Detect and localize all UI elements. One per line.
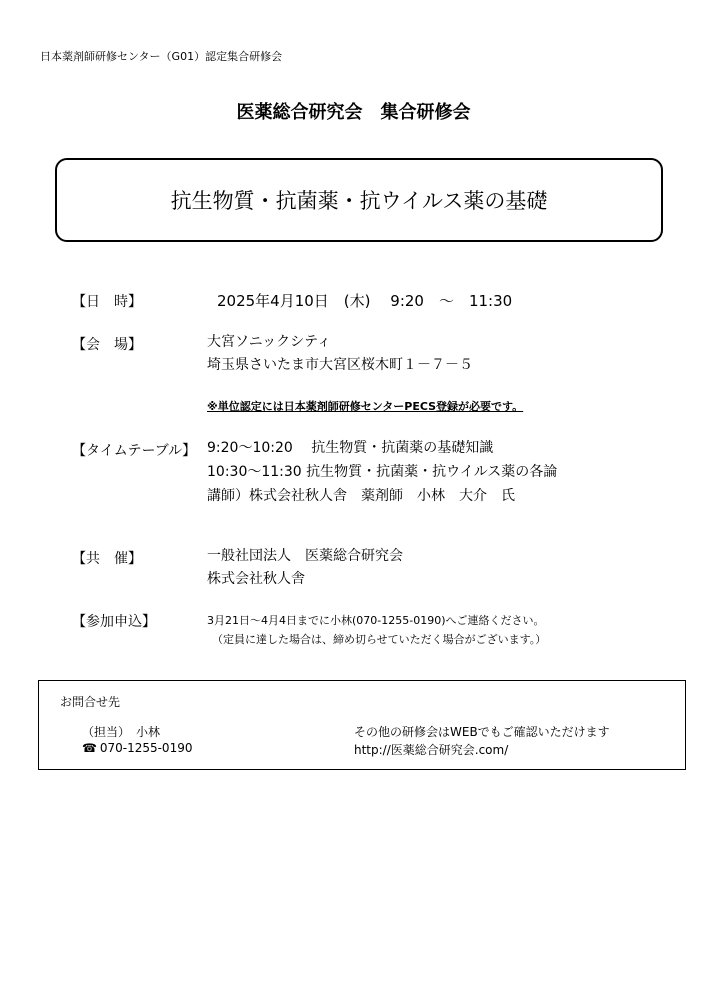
- venue-address: 埼玉県さいたま市大宮区桜木町１－７－５: [207, 357, 473, 373]
- contact-heading: お問合せ先: [60, 695, 121, 709]
- organization-title: 医薬総合研究会 集合研修会: [236, 102, 471, 123]
- contact-phone-row: [82, 741, 192, 755]
- contact-person: （担当） 小林: [82, 725, 161, 739]
- phone-icon: ☎: [82, 741, 97, 755]
- venue-label: 【会 場】: [72, 337, 142, 353]
- contact-phone: 070-1255-0190: [99, 741, 193, 755]
- pecs-note: ※単位認定には日本薬剤師研修センターPECS登録が必要です。: [207, 400, 524, 413]
- lecturer: 講師）株式会社秋人舎 薬剤師 小林 大介 氏: [207, 488, 515, 504]
- sponsor-2: 株式会社秋人舎: [207, 571, 305, 587]
- sponsor-label: 【共 催】: [72, 551, 142, 567]
- timetable-session-2: 10:30～11:30 抗生物質・抗菌薬・抗ウイルス薬の各論: [207, 464, 558, 480]
- timetable-label: 【タイムテーブル】: [72, 443, 197, 459]
- sponsor-1: 一般社団法人 医薬総合研究会: [207, 548, 403, 564]
- header-note: 日本薬剤師研修センター（G01）認定集合研修会: [40, 50, 283, 63]
- datetime-value: 2025年4月10日 (木) 9:20 ～ 11:30: [217, 292, 513, 310]
- website-link[interactable]: http://医薬総合研究会.com/: [354, 743, 509, 757]
- venue-name: 大宮ソニックシティ: [207, 334, 332, 350]
- application-note: （定員に達した場合は、締め切らせていただく場合がございます。）: [212, 633, 547, 646]
- application-label: 【参加申込】: [72, 614, 156, 630]
- web-note: その他の研修会はWEBでもご確認いただけます: [354, 725, 610, 739]
- course-title-box: [55, 158, 663, 242]
- course-title: 抗生物質・抗菌薬・抗ウイルス薬の基礎: [170, 189, 548, 213]
- timetable-session-1: 9:20～10:20 抗生物質・抗菌薬の基礎知識: [207, 440, 494, 456]
- datetime-label: 【日 時】: [72, 294, 142, 310]
- application-period: 3月21日～4月4日までに小林(070-1255-0190)へご連絡ください。: [207, 614, 545, 627]
